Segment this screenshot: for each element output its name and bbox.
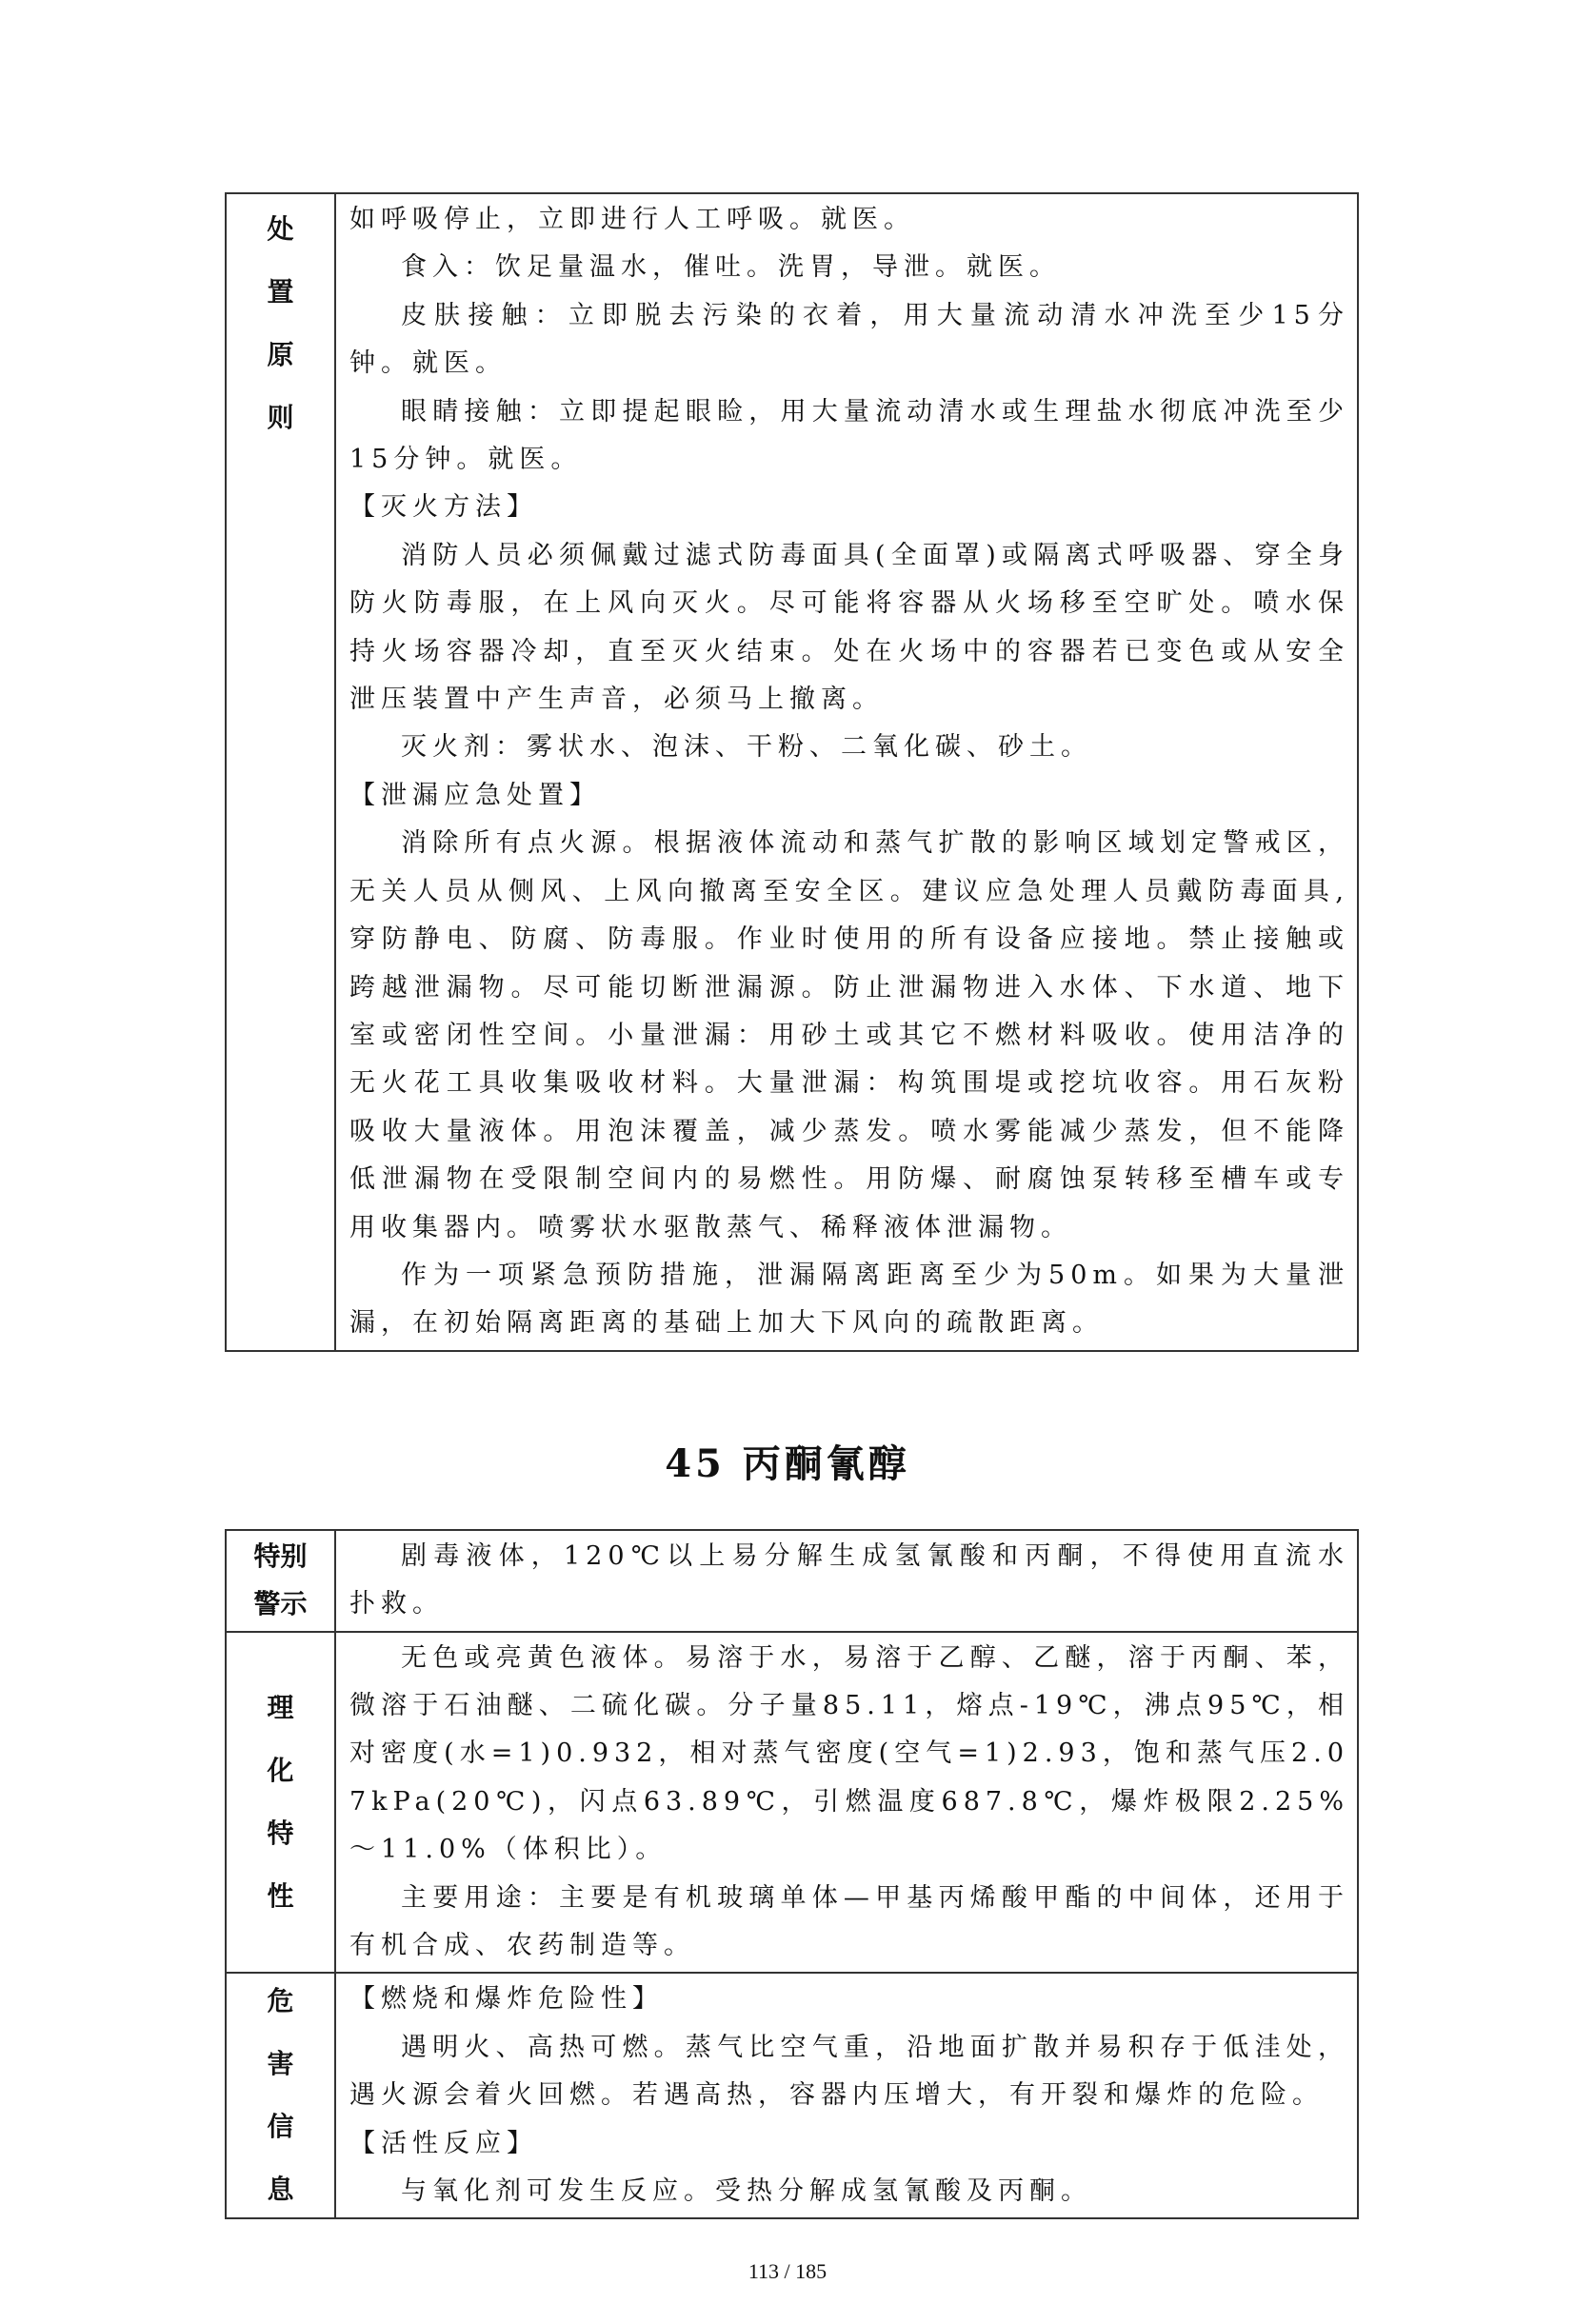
label-char: 性 (267, 1879, 294, 1912)
row-label (226, 193, 335, 1351)
label-char: 原 (267, 339, 294, 370)
label-char: 化 (267, 1754, 294, 1786)
section-heading: 【活性反应】 (349, 2128, 538, 2158)
paragraph: 无色或亮黄色液体。易溶于水，易溶于乙醇、乙醚，溶于丙酮、苯，微溶于石油醚、二硫化碳。分子量85.11，熔点-19℃，沸点95℃，相对密度(水=1)0.932，相对蒸气密度(空气=1)2.93，饱和蒸气压2.07kPa(20℃)，闪点63.89℃，引燃温度687.8℃，爆炸极限2.25%～11.0%（体积比）。 (349, 1642, 1349, 1865)
page-number: 113 / 185 (748, 2259, 827, 2284)
paragraph: 皮肤接触：立即脱去污染的衣着，用大量流动清水冲洗至少15分钟。就医。 (349, 300, 1349, 379)
paragraph: 消除所有点火源。根据液体流动和蒸气扩散的影响区域划定警戒区，无关人员从侧风、上风向撤离至安全区。建议应急处理人员戴防毒面具,穿防静电、防腐、防毒服。作业时使用的所有设备应接地。禁止接触或跨越泄漏物。尽可能切断泄漏源。防止泄漏物进入水体、下水道、地下室或密闭性空间。小量泄漏：用砂土或其它不燃材料吸收。使用洁净的无火花工具收集吸收材料。大量泄漏：构筑围堤或挖坑收容。用石灰粉吸收大量液体。用泡沫覆盖，减少蒸发。喷水雾能减少蒸发，但不能降低泄漏物在受限制空间内的易燃性。用防爆、耐腐蚀泵转移至槽车或专用收集器内。喷雾状水驱散蒸气、稀释液体泄漏物。 (349, 828, 1349, 1242)
label-char: 信 (267, 2111, 294, 2143)
section-heading: 【泄漏应急处置】 (349, 780, 601, 810)
paragraph: 灭火剂：雾状水、泡沫、干粉、二氧化碳、砂土。 (401, 732, 1092, 763)
disposal-principles-table (225, 192, 1359, 1352)
label-char: 处 (267, 213, 294, 245)
label-char: 理 (267, 1691, 294, 1723)
section-title: 45 丙酮氰醇 (665, 1440, 910, 1486)
paragraph: 遇明火、高热可燃。蒸气比空气重，沿地面扩散并易积存于低洼处，遇火源会着火回燃。若遇高热，容器内压增大，有开裂和爆炸的危险。 (349, 2032, 1349, 2111)
paragraph: 作为一项紧急预防措施，泄漏隔离距离至少为50m。如果为大量泄漏，在初始隔离距离的基础上加大下风向的疏散距离。 (349, 1260, 1349, 1339)
paragraph: 眼睛接触：立即提起眼睑，用大量流动清水或生理盐水彻底冲洗至少15分钟。就医。 (349, 396, 1349, 475)
section-heading: 【灭火方法】 (349, 492, 538, 523)
label-char: 则 (267, 402, 294, 433)
label-char: 危 (267, 1985, 294, 2017)
section-heading: 【燃烧和爆炸危险性】 (349, 1984, 664, 2015)
paragraph: 消防人员必须佩戴过滤式防毒面具(全面罩)或隔离式呼吸器、穿全身防火防毒服，在上风向灭火。尽可能将容器从火场移至空旷处。喷水保持火场容器冷却，直至灭火结束。处在火场中的容器若已变色或从安全泄压装置中产生声音，必须马上撤离。 (349, 540, 1349, 715)
label-char: 害 (267, 2048, 294, 2080)
row-content (335, 193, 1358, 1351)
table-row (226, 1632, 1358, 1974)
row-label (226, 1632, 335, 1974)
label-line: 警示 (253, 1588, 308, 1620)
table-row (226, 1530, 1358, 1632)
paragraph: 剧毒液体，120℃以上易分解生成氢氰酸和丙酮，不得使用直流水扑救。 (349, 1540, 1349, 1619)
row-content (335, 1973, 1358, 2218)
paragraph: 与氧化剂可发生反应。受热分解成氢氰酸及丙酮。 (401, 2176, 1092, 2207)
row-label (226, 1530, 335, 1632)
row-content (335, 1530, 1358, 1632)
label-line: 特别 (253, 1540, 308, 1573)
paragraph: 食入：饮足量温水，催吐。洗胃，导泄。就医。 (401, 252, 1061, 283)
paragraph: 主要用途：主要是有机玻璃单体—甲基丙烯酸甲酯的中间体，还用于有机合成、农药制造等。 (349, 1882, 1349, 1960)
table-row (226, 1973, 1358, 2218)
row-label (226, 1973, 335, 2218)
row-content (335, 1632, 1358, 1974)
label-char: 息 (267, 2174, 294, 2206)
label-char: 置 (267, 276, 294, 308)
label-char: 特 (267, 1817, 294, 1849)
paragraph: 如呼吸停止，立即进行人工呼吸。就医。 (349, 205, 915, 234)
chemical-info-table (225, 1529, 1359, 2220)
table-row (226, 193, 1358, 1351)
